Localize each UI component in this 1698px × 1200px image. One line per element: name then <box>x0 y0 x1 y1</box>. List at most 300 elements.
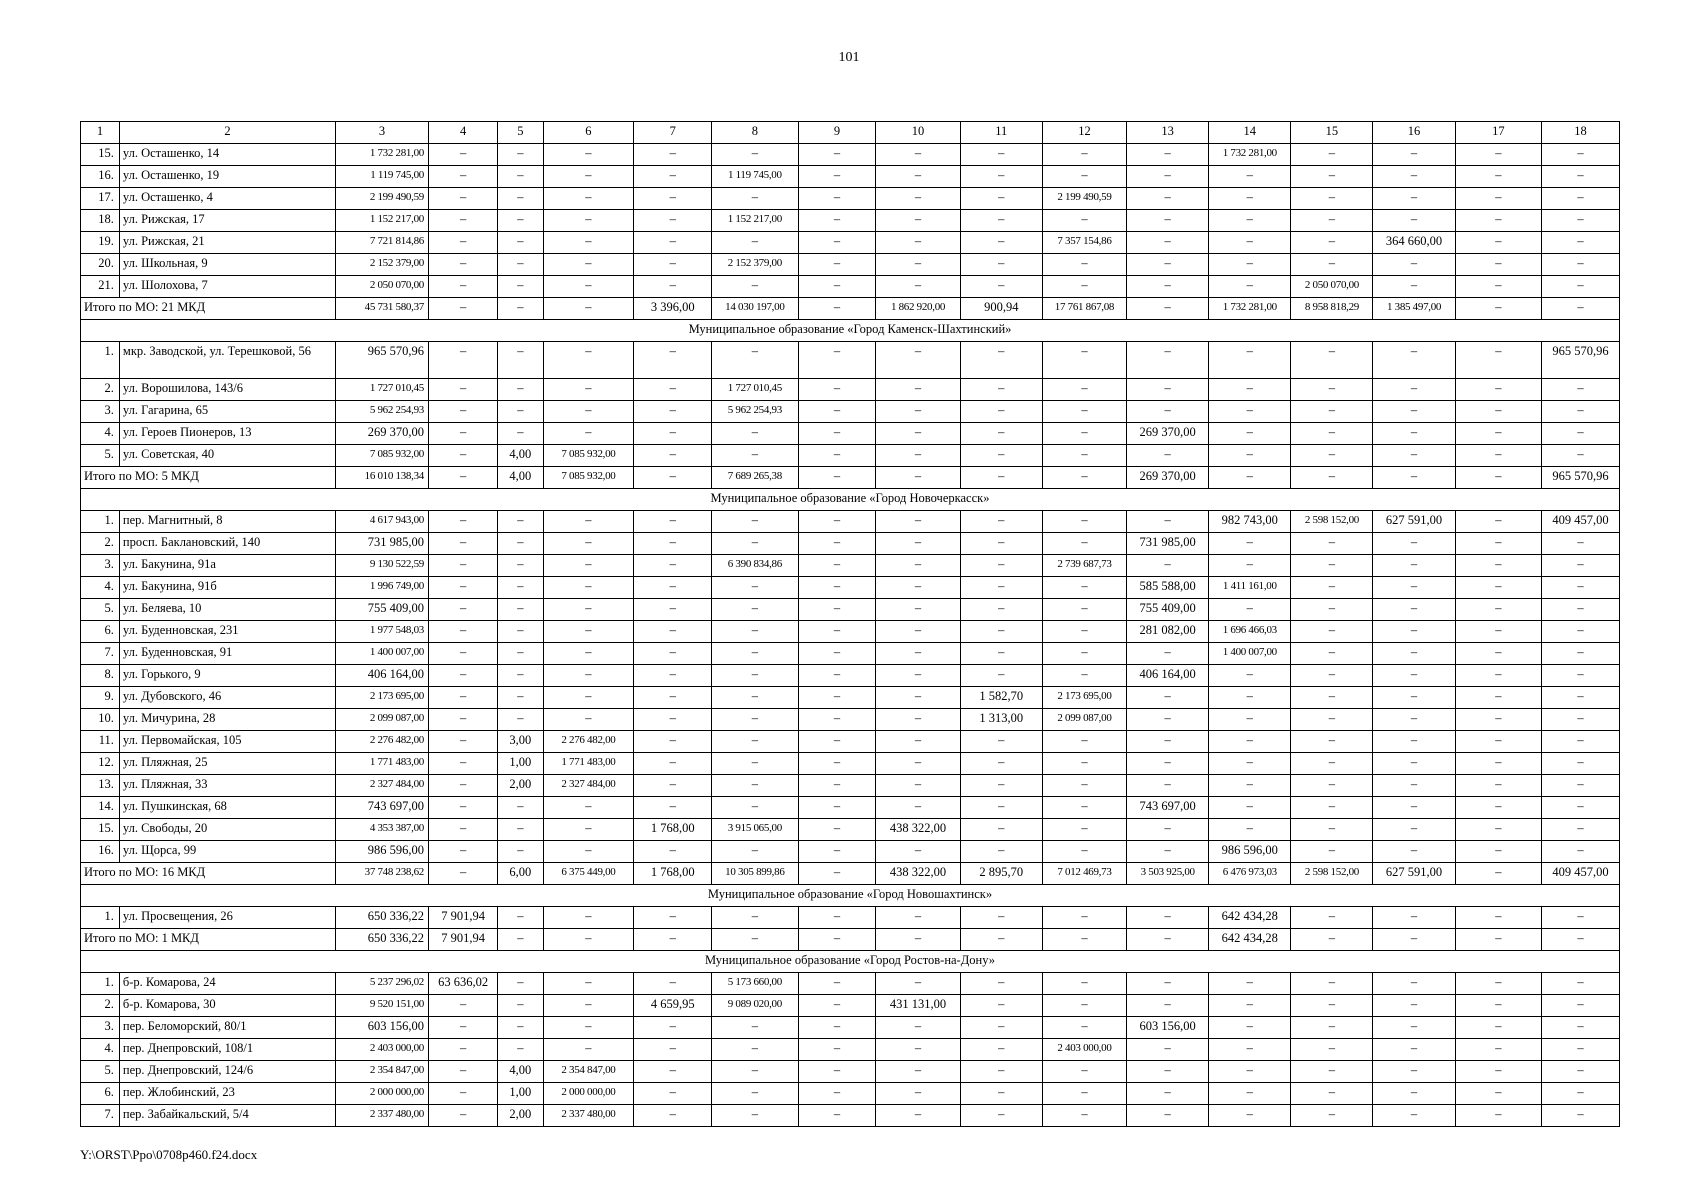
table-row <box>81 533 1620 555</box>
value-cell: – <box>634 276 712 298</box>
value-cell: – <box>1042 166 1126 188</box>
address-cell: ул. Осташенко, 14 <box>119 144 335 166</box>
value-cell: – <box>1373 687 1455 709</box>
value-cell: 7 689 265,38 <box>712 467 798 489</box>
value-cell: – <box>634 1039 712 1061</box>
value-cell: 2 598 152,00 <box>1291 863 1373 885</box>
address-cell: ул. Дубовского, 46 <box>119 687 335 709</box>
value-cell: – <box>1209 665 1291 687</box>
value-cell: – <box>634 1017 712 1039</box>
value-cell: – <box>1373 599 1455 621</box>
value-cell: – <box>1455 995 1541 1017</box>
value-cell: 2 173 695,00 <box>336 687 429 709</box>
row-number: 15. <box>81 819 120 841</box>
value-cell: – <box>498 511 543 533</box>
value-cell: – <box>1042 621 1126 643</box>
table-row <box>81 342 1620 379</box>
value-cell: – <box>798 797 876 819</box>
address-cell: ул. Шолохова, 7 <box>119 276 335 298</box>
value-cell: – <box>1042 276 1126 298</box>
value-cell: – <box>428 1105 497 1127</box>
value-cell: – <box>1127 929 1209 951</box>
value-cell: – <box>960 166 1042 188</box>
row-number: 18. <box>81 210 120 232</box>
value-cell: 2 000 000,00 <box>543 1083 634 1105</box>
value-cell: 1 582,70 <box>960 687 1042 709</box>
table-row <box>81 555 1620 577</box>
value-cell: – <box>498 797 543 819</box>
value-cell: – <box>712 929 798 951</box>
value-cell: 1,00 <box>498 753 543 775</box>
value-cell: – <box>428 1017 497 1039</box>
value-cell: 17 761 867,08 <box>1042 298 1126 320</box>
value-cell: – <box>1127 643 1209 665</box>
value-cell: – <box>960 188 1042 210</box>
value-cell: – <box>1209 797 1291 819</box>
table-row <box>81 210 1620 232</box>
value-cell: 731 985,00 <box>336 533 429 555</box>
value-cell: – <box>960 973 1042 995</box>
value-cell: 4 353 387,00 <box>336 819 429 841</box>
value-cell: – <box>1127 254 1209 276</box>
value-cell: – <box>1209 973 1291 995</box>
value-cell: – <box>876 423 960 445</box>
value-cell: – <box>1542 775 1620 797</box>
value-cell: – <box>1542 577 1620 599</box>
value-cell: – <box>543 533 634 555</box>
value-cell: – <box>798 1105 876 1127</box>
column-header: 2 <box>119 122 335 144</box>
value-cell: – <box>634 753 712 775</box>
value-cell: – <box>798 188 876 210</box>
value-cell: – <box>543 423 634 445</box>
value-cell: – <box>428 401 497 423</box>
total-label: Итого по МО: 5 МКД <box>81 467 336 489</box>
value-cell: – <box>876 1083 960 1105</box>
row-number: 7. <box>81 1105 120 1127</box>
value-cell: – <box>1127 753 1209 775</box>
value-cell: 1 771 483,00 <box>336 753 429 775</box>
value-cell: 5 173 660,00 <box>712 973 798 995</box>
value-cell: – <box>712 665 798 687</box>
value-cell: – <box>1542 1061 1620 1083</box>
value-cell: – <box>1042 401 1126 423</box>
value-cell: – <box>543 621 634 643</box>
value-cell: 3 503 925,00 <box>1127 863 1209 885</box>
value-cell: – <box>798 1083 876 1105</box>
value-cell: – <box>960 1017 1042 1039</box>
value-cell: – <box>1291 775 1373 797</box>
value-cell: – <box>876 342 960 379</box>
value-cell: – <box>1455 511 1541 533</box>
value-cell: – <box>428 819 497 841</box>
value-cell: 5 237 296,02 <box>336 973 429 995</box>
address-cell: ул. Бакунина, 91б <box>119 577 335 599</box>
column-header: 3 <box>336 122 429 144</box>
value-cell: – <box>960 511 1042 533</box>
section-title: Муниципальное образование «Город Ростов-на-Дону» <box>81 951 1620 973</box>
value-cell: – <box>1373 401 1455 423</box>
value-cell: – <box>634 665 712 687</box>
value-cell: – <box>498 166 543 188</box>
value-cell: – <box>876 709 960 731</box>
table-row <box>81 753 1620 775</box>
value-cell: – <box>960 1061 1042 1083</box>
value-cell: – <box>960 995 1042 1017</box>
value-cell: – <box>1209 210 1291 232</box>
value-cell: – <box>876 555 960 577</box>
total-row <box>81 298 1620 320</box>
value-cell: – <box>1291 533 1373 555</box>
value-cell: – <box>1542 298 1620 320</box>
value-cell: – <box>1455 841 1541 863</box>
value-cell: – <box>876 907 960 929</box>
value-cell: – <box>876 401 960 423</box>
value-cell: – <box>1542 841 1620 863</box>
value-cell: – <box>543 643 634 665</box>
value-cell: 1 727 010,45 <box>712 379 798 401</box>
value-cell: – <box>543 929 634 951</box>
value-cell: – <box>1042 753 1126 775</box>
value-cell: – <box>1042 342 1126 379</box>
value-cell: – <box>712 188 798 210</box>
value-cell: 642 434,28 <box>1209 929 1291 951</box>
page-number: 101 <box>838 50 860 65</box>
value-cell: – <box>798 599 876 621</box>
value-cell: 2 403 000,00 <box>336 1039 429 1061</box>
value-cell: – <box>498 188 543 210</box>
value-cell: – <box>1455 819 1541 841</box>
value-cell: – <box>798 276 876 298</box>
row-number: 2. <box>81 379 120 401</box>
column-header: 18 <box>1542 122 1620 144</box>
column-header: 11 <box>960 122 1042 144</box>
value-cell: 965 570,96 <box>336 342 429 379</box>
value-cell: – <box>798 401 876 423</box>
value-cell: – <box>1291 753 1373 775</box>
value-cell: – <box>1455 144 1541 166</box>
value-cell: 409 457,00 <box>1542 511 1620 533</box>
value-cell: 642 434,28 <box>1209 907 1291 929</box>
value-cell: – <box>1373 775 1455 797</box>
value-cell: – <box>712 577 798 599</box>
value-cell: – <box>543 709 634 731</box>
value-cell: – <box>1542 401 1620 423</box>
value-cell: – <box>798 863 876 885</box>
value-cell: 9 130 522,59 <box>336 555 429 577</box>
table-row <box>81 1039 1620 1061</box>
value-cell: – <box>1373 1083 1455 1105</box>
value-cell: – <box>1373 423 1455 445</box>
value-cell: – <box>1455 533 1541 555</box>
address-cell: ул. Мичурина, 28 <box>119 709 335 731</box>
value-cell: – <box>960 210 1042 232</box>
value-cell: – <box>1373 643 1455 665</box>
column-header: 17 <box>1455 122 1541 144</box>
value-cell: – <box>1542 665 1620 687</box>
value-cell: – <box>798 1039 876 1061</box>
value-cell: – <box>1042 797 1126 819</box>
value-cell: 4 617 943,00 <box>336 511 429 533</box>
value-cell: – <box>498 423 543 445</box>
value-cell: 986 596,00 <box>1209 841 1291 863</box>
value-cell: 45 731 580,37 <box>336 298 429 320</box>
value-cell: 986 596,00 <box>336 841 429 863</box>
value-cell: – <box>1542 166 1620 188</box>
value-cell: – <box>1209 1061 1291 1083</box>
value-cell: – <box>960 232 1042 254</box>
value-cell: – <box>1127 144 1209 166</box>
address-cell: ул. Рижская, 17 <box>119 210 335 232</box>
value-cell: – <box>1542 445 1620 467</box>
value-cell: 627 591,00 <box>1373 511 1455 533</box>
value-cell: – <box>798 232 876 254</box>
table-row <box>81 709 1620 731</box>
value-cell: 1 732 281,00 <box>336 144 429 166</box>
value-cell: – <box>798 687 876 709</box>
value-cell: – <box>1291 445 1373 467</box>
value-cell: – <box>543 1039 634 1061</box>
value-cell: – <box>1291 166 1373 188</box>
value-cell: – <box>634 775 712 797</box>
value-cell: – <box>498 276 543 298</box>
value-cell: – <box>1455 753 1541 775</box>
value-cell: 2 276 482,00 <box>543 731 634 753</box>
value-cell: – <box>712 775 798 797</box>
value-cell: – <box>798 254 876 276</box>
value-cell: – <box>1127 401 1209 423</box>
value-cell: – <box>634 511 712 533</box>
value-cell: – <box>1127 1083 1209 1105</box>
value-cell: – <box>1042 533 1126 555</box>
value-cell: 2 354 847,00 <box>336 1061 429 1083</box>
value-cell: – <box>876 467 960 489</box>
section-title: Муниципальное образование «Город Новошахтинск» <box>81 885 1620 907</box>
value-cell: – <box>1291 731 1373 753</box>
value-cell: 8 958 818,29 <box>1291 298 1373 320</box>
value-cell: – <box>798 1061 876 1083</box>
value-cell: – <box>1542 687 1620 709</box>
address-cell: ул. Щорса, 99 <box>119 841 335 863</box>
value-cell: – <box>1455 973 1541 995</box>
value-cell: – <box>1455 1105 1541 1127</box>
value-cell: 1 152 217,00 <box>712 210 798 232</box>
value-cell: – <box>1373 188 1455 210</box>
value-cell: – <box>1542 995 1620 1017</box>
row-number: 7. <box>81 643 120 665</box>
row-number: 6. <box>81 1083 120 1105</box>
value-cell: – <box>543 166 634 188</box>
value-cell: – <box>876 511 960 533</box>
row-number: 10. <box>81 709 120 731</box>
value-cell: – <box>1373 1017 1455 1039</box>
value-cell: – <box>634 555 712 577</box>
value-cell: – <box>1291 1061 1373 1083</box>
address-cell: ул. Пушкинская, 68 <box>119 797 335 819</box>
value-cell: – <box>876 533 960 555</box>
value-cell: – <box>1373 254 1455 276</box>
table-row <box>81 907 1620 929</box>
row-number: 11. <box>81 731 120 753</box>
value-cell: – <box>876 797 960 819</box>
value-cell: – <box>428 1083 497 1105</box>
value-cell: – <box>960 731 1042 753</box>
value-cell: – <box>876 599 960 621</box>
value-cell: – <box>798 841 876 863</box>
value-cell: – <box>1542 1017 1620 1039</box>
value-cell: – <box>1373 577 1455 599</box>
value-cell: 2 152 379,00 <box>336 254 429 276</box>
value-cell: – <box>1042 210 1126 232</box>
address-cell: ул. Просвещения, 26 <box>119 907 335 929</box>
value-cell: – <box>876 753 960 775</box>
value-cell: – <box>1042 379 1126 401</box>
value-cell: – <box>712 232 798 254</box>
value-cell: – <box>498 687 543 709</box>
address-cell: ул. Рижская, 21 <box>119 232 335 254</box>
value-cell: – <box>1042 1061 1126 1083</box>
value-cell: – <box>876 445 960 467</box>
value-cell: 37 748 238,62 <box>336 863 429 885</box>
value-cell: – <box>1291 841 1373 863</box>
value-cell: – <box>1127 445 1209 467</box>
table-row <box>81 973 1620 995</box>
value-cell: 731 985,00 <box>1127 533 1209 555</box>
value-cell: – <box>1042 995 1126 1017</box>
row-number: 1. <box>81 907 120 929</box>
value-cell: – <box>876 841 960 863</box>
value-cell: – <box>1455 1017 1541 1039</box>
value-cell: – <box>543 665 634 687</box>
value-cell: – <box>960 1105 1042 1127</box>
value-cell: – <box>498 819 543 841</box>
value-cell: – <box>876 166 960 188</box>
address-cell: ул. Осташенко, 19 <box>119 166 335 188</box>
value-cell: – <box>1042 643 1126 665</box>
value-cell: – <box>876 1105 960 1127</box>
table-row <box>81 166 1620 188</box>
column-header: 1 <box>81 122 120 144</box>
value-cell: – <box>1209 819 1291 841</box>
row-number: 2. <box>81 995 120 1017</box>
value-cell: – <box>1455 929 1541 951</box>
value-cell: – <box>543 555 634 577</box>
address-cell: пер. Жлобинский, 23 <box>119 1083 335 1105</box>
value-cell: – <box>543 144 634 166</box>
value-cell: 1 313,00 <box>960 709 1042 731</box>
value-cell: – <box>960 841 1042 863</box>
footer-file-path: Y:\ORST\Ppo\0708p460.f24.docx <box>80 1147 258 1162</box>
table-row <box>81 731 1620 753</box>
value-cell: – <box>498 1017 543 1039</box>
table-row <box>81 775 1620 797</box>
value-cell: – <box>1542 379 1620 401</box>
value-cell: – <box>1127 188 1209 210</box>
value-cell: – <box>1127 166 1209 188</box>
value-cell: 3,00 <box>498 731 543 753</box>
value-cell: – <box>634 1061 712 1083</box>
value-cell: – <box>1042 254 1126 276</box>
value-cell: – <box>960 254 1042 276</box>
value-cell: – <box>428 276 497 298</box>
value-cell: – <box>798 929 876 951</box>
value-cell: – <box>1542 753 1620 775</box>
value-cell: – <box>634 445 712 467</box>
value-cell: – <box>634 709 712 731</box>
address-cell: ул. Первомайская, 105 <box>119 731 335 753</box>
value-cell: – <box>1209 232 1291 254</box>
row-number: 4. <box>81 1039 120 1061</box>
value-cell: – <box>1291 709 1373 731</box>
value-cell: 3 915 065,00 <box>712 819 798 841</box>
value-cell: – <box>876 232 960 254</box>
value-cell: – <box>1042 577 1126 599</box>
value-cell: – <box>876 621 960 643</box>
value-cell: – <box>428 863 497 885</box>
value-cell: 2 337 480,00 <box>336 1105 429 1127</box>
value-cell: – <box>1209 731 1291 753</box>
value-cell: – <box>428 254 497 276</box>
value-cell: – <box>712 621 798 643</box>
value-cell: – <box>876 379 960 401</box>
value-cell: – <box>428 555 497 577</box>
value-cell: – <box>1291 643 1373 665</box>
value-cell: – <box>1455 907 1541 929</box>
value-cell: – <box>1542 1105 1620 1127</box>
value-cell: 281 082,00 <box>1127 621 1209 643</box>
value-cell: – <box>1373 379 1455 401</box>
value-cell: – <box>876 210 960 232</box>
value-cell: – <box>543 401 634 423</box>
value-cell: – <box>1127 210 1209 232</box>
value-cell: – <box>1209 687 1291 709</box>
value-cell: – <box>1291 144 1373 166</box>
value-cell: – <box>1455 1083 1541 1105</box>
value-cell: 4 659,95 <box>634 995 712 1017</box>
register-table <box>80 121 1620 1127</box>
value-cell: – <box>1209 254 1291 276</box>
value-cell: – <box>543 819 634 841</box>
value-cell: – <box>1127 1061 1209 1083</box>
value-cell: – <box>498 665 543 687</box>
value-cell: – <box>1042 775 1126 797</box>
value-cell: – <box>1373 797 1455 819</box>
value-cell: – <box>428 342 497 379</box>
value-cell: 965 570,96 <box>1542 467 1620 489</box>
table-row <box>81 423 1620 445</box>
value-cell: – <box>428 775 497 797</box>
value-cell: – <box>798 753 876 775</box>
value-cell: – <box>876 731 960 753</box>
row-number: 6. <box>81 621 120 643</box>
value-cell: 4,00 <box>498 1061 543 1083</box>
value-cell: – <box>1209 423 1291 445</box>
value-cell: – <box>428 379 497 401</box>
value-cell: – <box>1455 210 1541 232</box>
value-cell: – <box>543 995 634 1017</box>
value-cell: 1 862 920,00 <box>876 298 960 320</box>
value-cell: – <box>1291 665 1373 687</box>
value-cell: – <box>876 254 960 276</box>
value-cell: – <box>543 188 634 210</box>
value-cell: – <box>1209 709 1291 731</box>
value-cell: – <box>634 1083 712 1105</box>
value-cell: 3 396,00 <box>634 298 712 320</box>
value-cell: – <box>428 797 497 819</box>
value-cell: – <box>1373 1061 1455 1083</box>
row-number: 8. <box>81 665 120 687</box>
column-header: 12 <box>1042 122 1126 144</box>
